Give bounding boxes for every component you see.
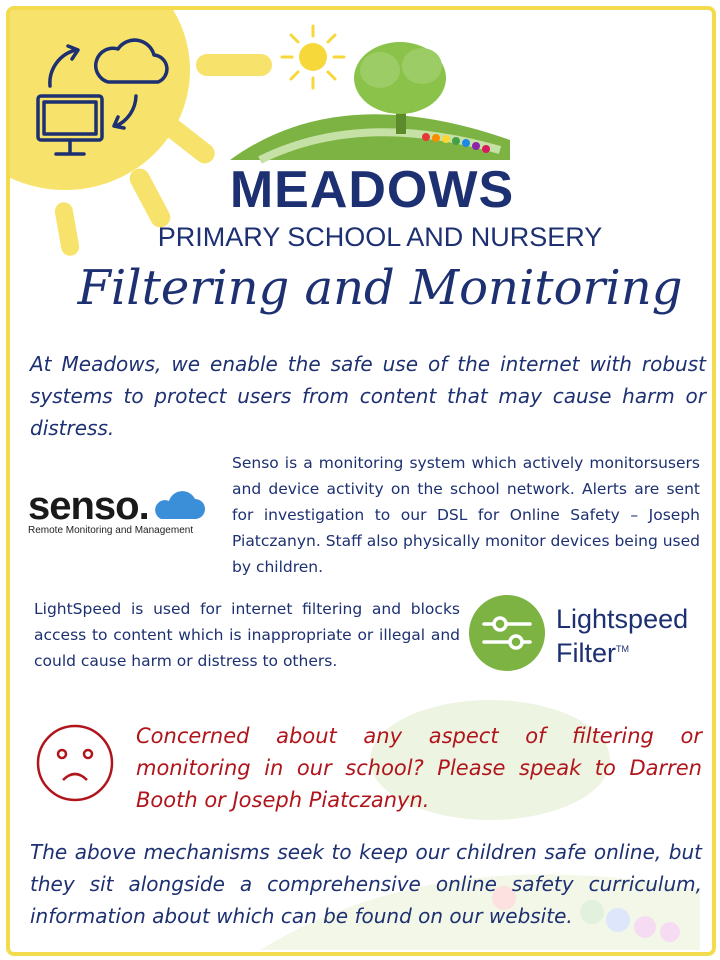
closing-paragraph: The above mechanisms seek to keep our children safe online, but they sit alongside a comprehensive online safety curriculum, information about which can be found on our website. xyxy=(30,840,702,928)
cloud-computer-sync-icon xyxy=(32,30,182,170)
sad-face-icon xyxy=(34,722,116,804)
school-subtitle: PRIMARY SCHOOL AND NURSERY xyxy=(157,222,603,252)
senso-logo-text: senso. xyxy=(28,484,149,528)
senso-logo-tagline: Remote Monitoring and Management xyxy=(28,525,194,536)
senso-logo xyxy=(28,484,238,536)
school-logo-hill-tree xyxy=(220,40,510,165)
sun-ray xyxy=(53,201,80,257)
senso-description: Senso is a monitoring system which actively monitorsusers and device activity on the school network. Alerts are sent for investigation to our DSL for Online Safety – Joseph Piatczanyn. Staff also physically monitor devices being used by children. xyxy=(232,454,701,576)
lightspeed-logo-filter: Filter xyxy=(556,638,616,668)
filter-sliders-icon xyxy=(468,594,546,672)
page-title: Filtering and Monitoring xyxy=(77,260,683,316)
lightspeed-logo-line2 xyxy=(556,634,688,668)
poster-frame xyxy=(6,6,716,956)
concern-message: Concerned about any aspect of filtering or monitoring in our school? Please speak to Darren Booth or Joseph Piatczanyn. xyxy=(136,724,702,812)
cloud-icon xyxy=(151,491,205,521)
trademark-mark: TM xyxy=(616,644,629,654)
lightspeed-logo-line1: Lightspeed xyxy=(556,604,689,634)
intro-paragraph: At Meadows, we enable the safe use of the internet with robust systems to protect users from content that may cause harm or distress. xyxy=(30,352,706,440)
lightspeed-description: LightSpeed is used for internet filtering and blocks access to content which is inappropriate or illegal and could cause harm or distress to others. xyxy=(34,600,460,670)
school-name: MEADOWS xyxy=(229,161,515,219)
